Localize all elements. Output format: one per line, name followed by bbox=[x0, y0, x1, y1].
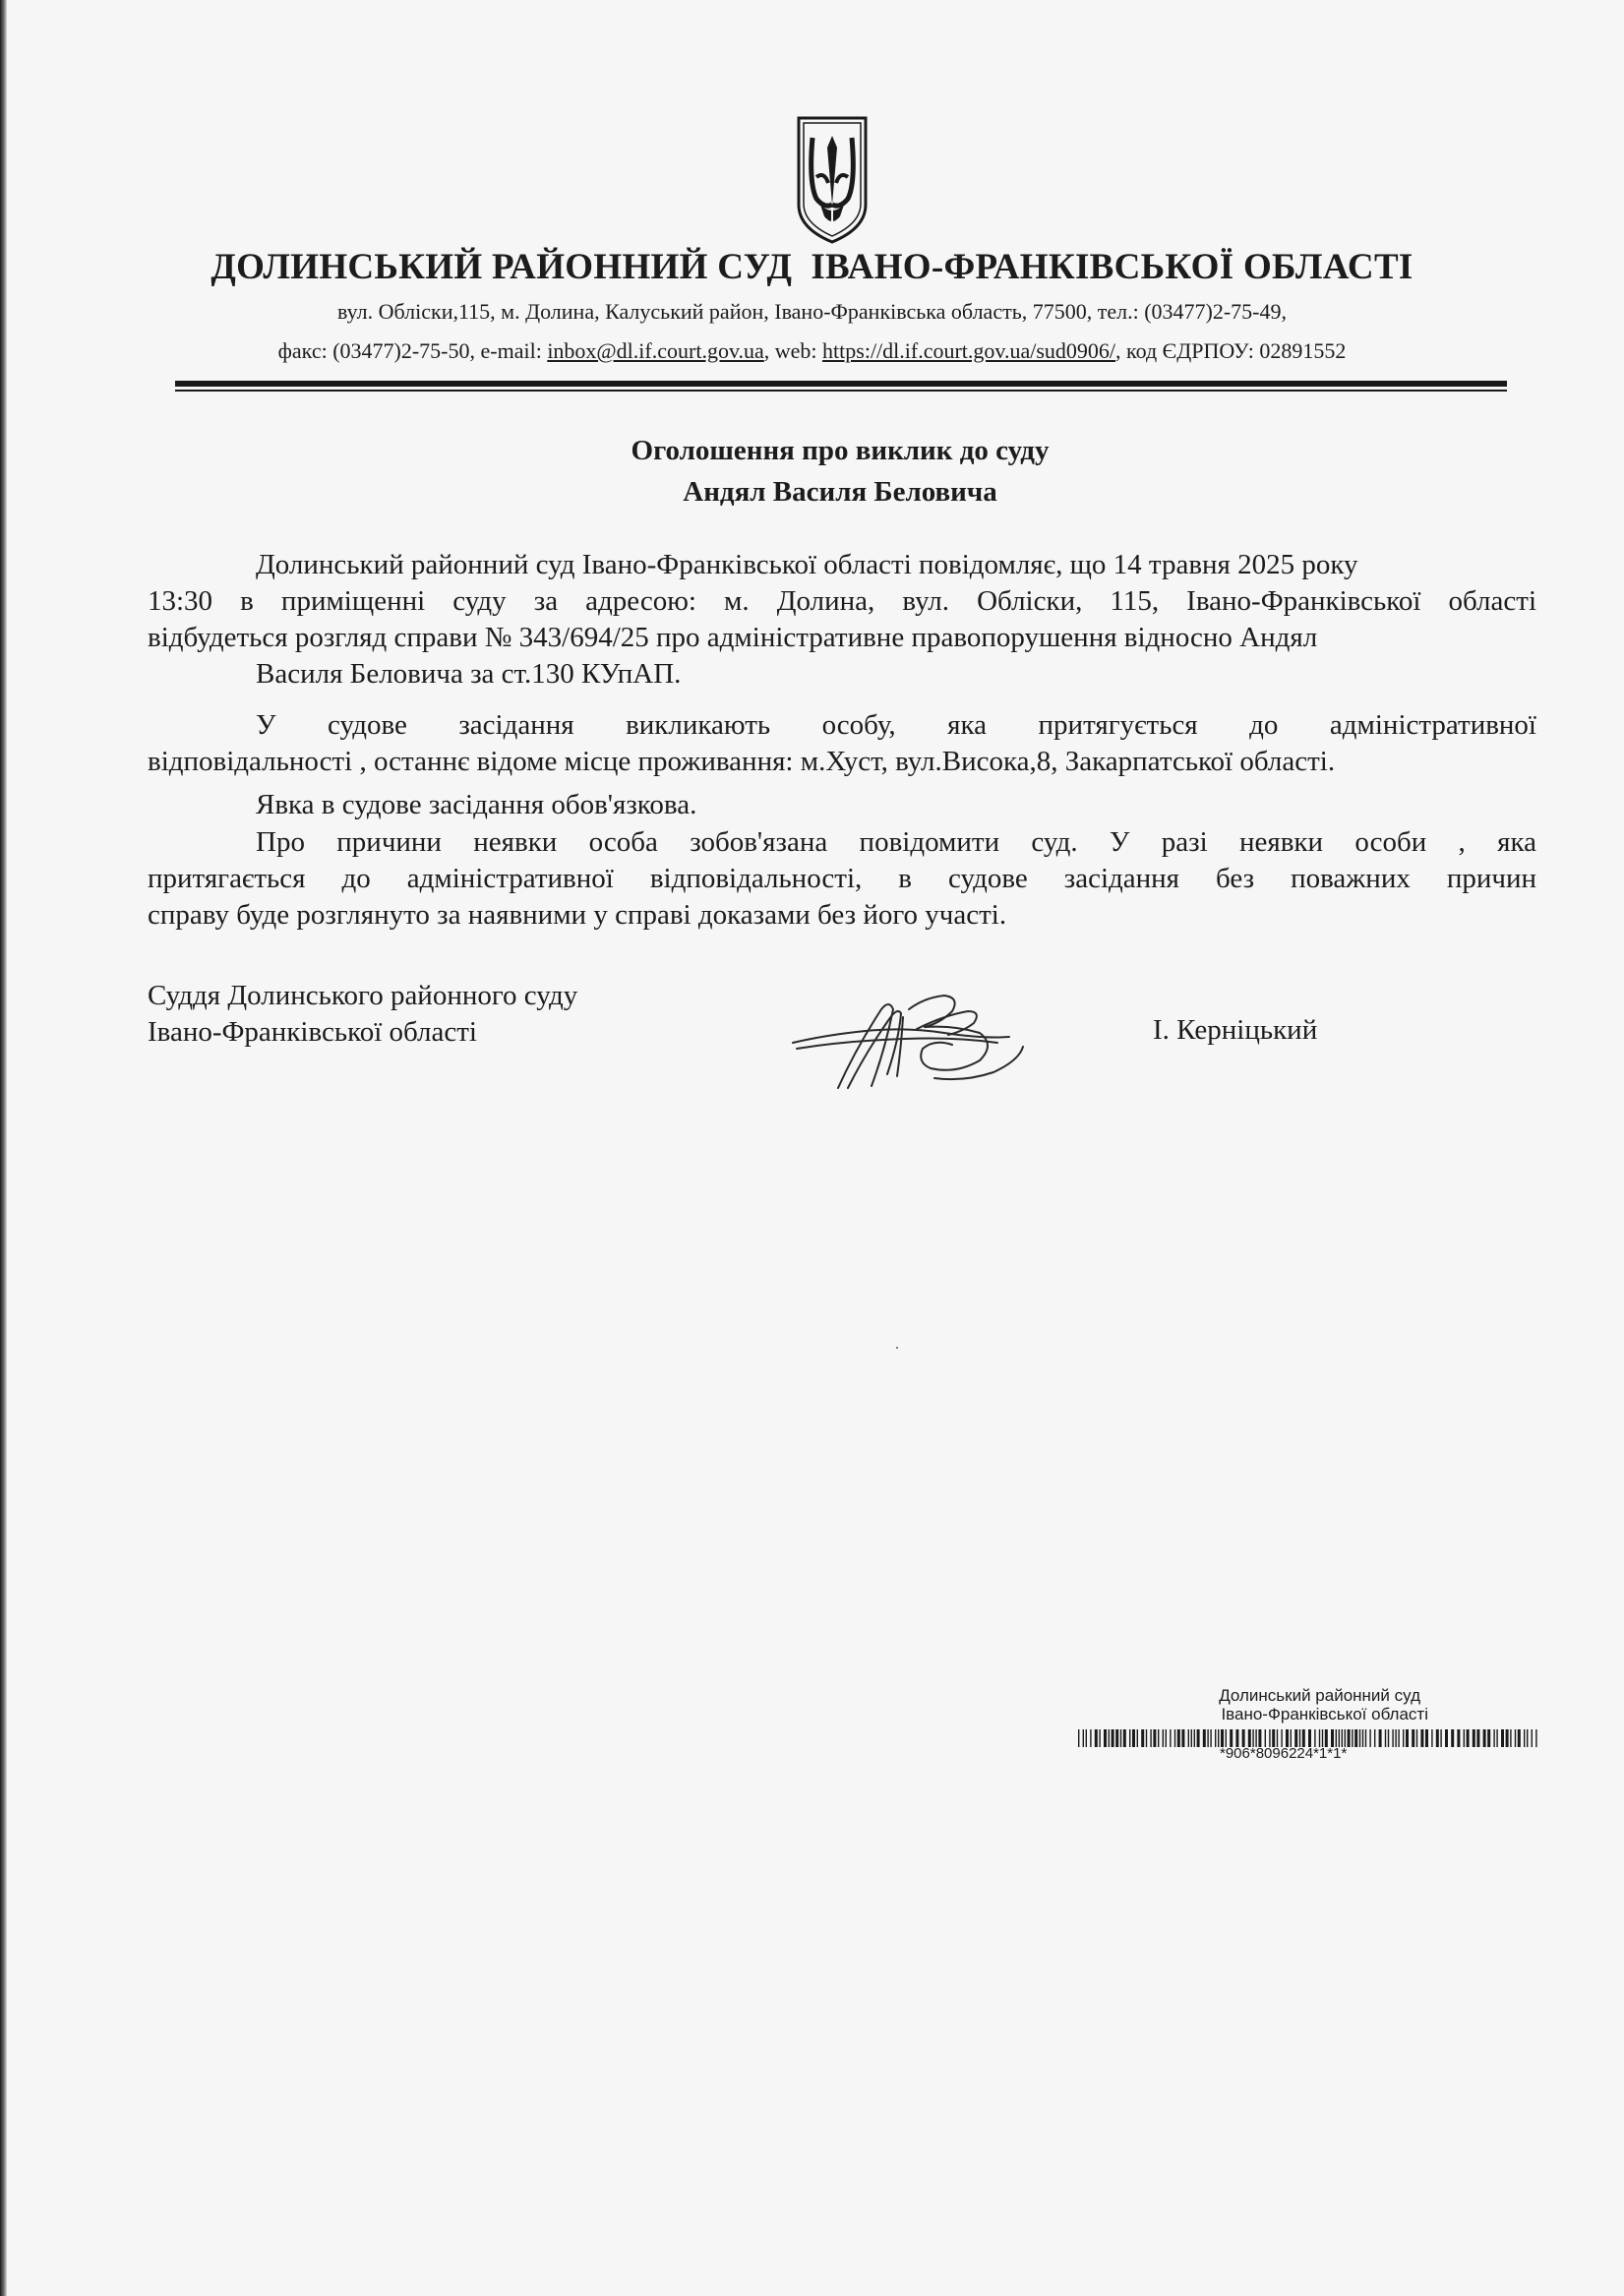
barcode-bar bbox=[1518, 1729, 1521, 1747]
stamp-region: Івано-Франківської області bbox=[1221, 1705, 1428, 1723]
barcode-bar bbox=[1191, 1729, 1192, 1747]
barcode-bar bbox=[1535, 1729, 1536, 1747]
barcode-bar bbox=[1398, 1729, 1399, 1747]
barcode-bar bbox=[1188, 1729, 1189, 1747]
barcode-bar bbox=[1112, 1729, 1114, 1747]
barcode-bar bbox=[1210, 1729, 1211, 1747]
barcode-bar bbox=[1374, 1729, 1375, 1747]
barcode-bar bbox=[1457, 1729, 1460, 1747]
paragraph-line: Василя Беловича за ст.130 КУпАП. bbox=[256, 658, 682, 690]
barcode-bar bbox=[1150, 1729, 1151, 1747]
barcode-bar bbox=[1501, 1729, 1504, 1747]
barcode-bar bbox=[1487, 1729, 1490, 1747]
barcode-bar bbox=[1496, 1729, 1497, 1747]
barcode-bar bbox=[1445, 1729, 1448, 1747]
barcode-bar bbox=[1174, 1729, 1175, 1747]
barcode-bar bbox=[1406, 1729, 1409, 1747]
barcode-bar bbox=[1123, 1729, 1126, 1747]
notice-title: Оголошення про виклик до суду bbox=[631, 435, 1050, 466]
barcode-bar bbox=[1395, 1729, 1396, 1747]
barcode-bar bbox=[1153, 1729, 1156, 1747]
barcode-bar bbox=[1420, 1729, 1423, 1747]
paragraph-summons bbox=[148, 707, 1536, 780]
paragraph-line: відповідальності , останнє відоме місце проживання: м.Хуст, вул.Висока,8, Закарпатської області. bbox=[148, 746, 1336, 777]
barcode-bar bbox=[1527, 1729, 1528, 1747]
judge-position-line: Суддя Долинського районного суду bbox=[148, 980, 578, 1011]
barcode-bar bbox=[1476, 1729, 1479, 1747]
paragraph-absence bbox=[148, 824, 1536, 934]
paragraph-line: Долинський районний суд Івано-Франківської області повідомляє, що 14 травня 2025 року bbox=[256, 549, 1358, 580]
court-name-heading: ДОЛИНСЬКИЙ РАЙОННИЙ СУД ІВАНО-ФРАНКІВСЬКОЇ ОБЛАСТІ bbox=[211, 247, 1413, 287]
barcode-bar bbox=[1515, 1729, 1516, 1747]
court-address: вул. Обліски,115, м. Долина, Калуський район, Івано-Франківська область, 77500, тел.: (03477)2-75-49, bbox=[336, 299, 1288, 324]
barcode-bar bbox=[1467, 1729, 1470, 1747]
website-link[interactable]: https://dl.if.court.gov.ua/sud0906/ bbox=[822, 338, 1116, 363]
fax-prefix: факс: (03477)2-75-50, e-mail: bbox=[277, 338, 548, 363]
barcode-bar bbox=[1348, 1729, 1351, 1747]
barcode-bar bbox=[1412, 1729, 1414, 1747]
barcode-bar bbox=[1473, 1729, 1475, 1747]
barcode-bar bbox=[1207, 1729, 1208, 1747]
stamp-court-name: Долинський районний суд bbox=[1219, 1686, 1420, 1705]
barcode-bar bbox=[1362, 1729, 1363, 1747]
paragraph-line: притягається до адміністративної відповідальності, в судове засідання без поважних причин bbox=[148, 863, 1536, 894]
barcode-bar bbox=[1086, 1729, 1087, 1747]
judge-name: І. Керніцький bbox=[1153, 1014, 1318, 1046]
notice-subtitle: Андял Василя Беловича bbox=[683, 476, 997, 508]
barcode-bar bbox=[1141, 1729, 1144, 1747]
barcode-bar bbox=[1137, 1729, 1138, 1747]
paragraph-line: 13:30 в приміщенні суду за адресою: м. Долина, вул. Обліски, 115, Івано-Франківської області bbox=[148, 585, 1536, 617]
barcode-bar bbox=[1109, 1729, 1110, 1747]
scan-speck bbox=[896, 1347, 898, 1349]
barcode-bar bbox=[1451, 1729, 1454, 1747]
barcode-bar bbox=[1078, 1729, 1079, 1747]
barcode-bar bbox=[1369, 1729, 1370, 1747]
judge-position bbox=[148, 978, 577, 1051]
barcode-bar bbox=[1354, 1729, 1357, 1747]
paragraph-line: Явка в судове засідання обов'язкова. bbox=[256, 789, 697, 820]
barcode-bar bbox=[1352, 1729, 1353, 1747]
barcode-bar bbox=[1483, 1729, 1486, 1747]
barcode-bar bbox=[1158, 1729, 1159, 1747]
barcode-bar bbox=[1177, 1729, 1180, 1747]
barcode-bar bbox=[1115, 1729, 1118, 1747]
barcode-bar bbox=[1359, 1729, 1360, 1747]
barcode-bar bbox=[1493, 1729, 1494, 1747]
header-divider-thick bbox=[175, 381, 1507, 387]
header-divider-thin bbox=[175, 390, 1507, 392]
barcode-bar bbox=[1403, 1729, 1404, 1747]
paragraph-hearing-notice bbox=[148, 547, 1536, 693]
barcode-bar bbox=[1416, 1729, 1417, 1747]
paragraph-line: У судове засідання викликають особу, яка притягується до адміністративної bbox=[256, 709, 1536, 741]
barcode-bar bbox=[1532, 1729, 1533, 1747]
barcode-bar bbox=[1129, 1729, 1130, 1747]
barcode-bar bbox=[1163, 1729, 1164, 1747]
barcode-bar bbox=[1132, 1729, 1135, 1747]
barcode-bar bbox=[1095, 1729, 1098, 1747]
email-link[interactable]: inbox@dl.if.court.gov.ua bbox=[547, 338, 764, 363]
barcode-bar bbox=[1083, 1729, 1084, 1747]
barcode-bar bbox=[1431, 1729, 1432, 1747]
barcode-bar bbox=[1120, 1729, 1121, 1747]
barcode-bar bbox=[1524, 1729, 1525, 1747]
paragraph-attendance bbox=[148, 787, 1536, 823]
trident-coat-of-arms-icon bbox=[795, 114, 870, 246]
court-contacts bbox=[0, 338, 1624, 364]
judge-position-line: Івано-Франківської області bbox=[148, 1016, 477, 1048]
web-prefix: , web: bbox=[763, 338, 823, 363]
barcode-bar bbox=[1392, 1729, 1393, 1747]
barcode-bar bbox=[1104, 1729, 1107, 1747]
barcode-bar bbox=[1166, 1729, 1167, 1747]
barcode-bar bbox=[1379, 1729, 1382, 1747]
edrpou-code: , код ЄДРПОУ: 02891552 bbox=[1115, 338, 1347, 363]
barcode-bar bbox=[1464, 1729, 1465, 1747]
barcode-bar bbox=[1090, 1729, 1091, 1747]
barcode-bar bbox=[1365, 1729, 1366, 1747]
handwritten-signature-icon bbox=[787, 980, 1045, 1094]
paragraph-line: справу буде розглянуто за наявними у справі доказами без його участі. bbox=[148, 899, 1007, 931]
paragraph-line: Про причини неявки особа зобов'язана повідомити суд. У разі неявки особи , яка bbox=[256, 826, 1536, 858]
barcode-bar bbox=[1181, 1729, 1184, 1747]
barcode-bar bbox=[1436, 1729, 1439, 1747]
barcode-number: *906*8096224*1*1* bbox=[1220, 1745, 1348, 1762]
barcode-bar bbox=[1203, 1729, 1206, 1747]
barcode-bar bbox=[1425, 1729, 1428, 1747]
barcode-bar bbox=[1440, 1729, 1441, 1747]
barcode-bar bbox=[1197, 1729, 1200, 1747]
barcode-bar bbox=[1146, 1729, 1147, 1747]
barcode-bar bbox=[1170, 1729, 1171, 1747]
barcode-bar bbox=[1099, 1729, 1100, 1747]
barcode-bar bbox=[1506, 1729, 1509, 1747]
paragraph-line: відбудеться розгляд справи № 343/694/25 про адміністративне правопорушення відносно Андял bbox=[148, 622, 1318, 653]
barcode-bar bbox=[1194, 1729, 1195, 1747]
barcode-bar bbox=[1215, 1729, 1216, 1747]
barcode-bar bbox=[1385, 1729, 1386, 1747]
barcode-bar bbox=[1510, 1729, 1511, 1747]
barcode-bar bbox=[1388, 1729, 1389, 1747]
